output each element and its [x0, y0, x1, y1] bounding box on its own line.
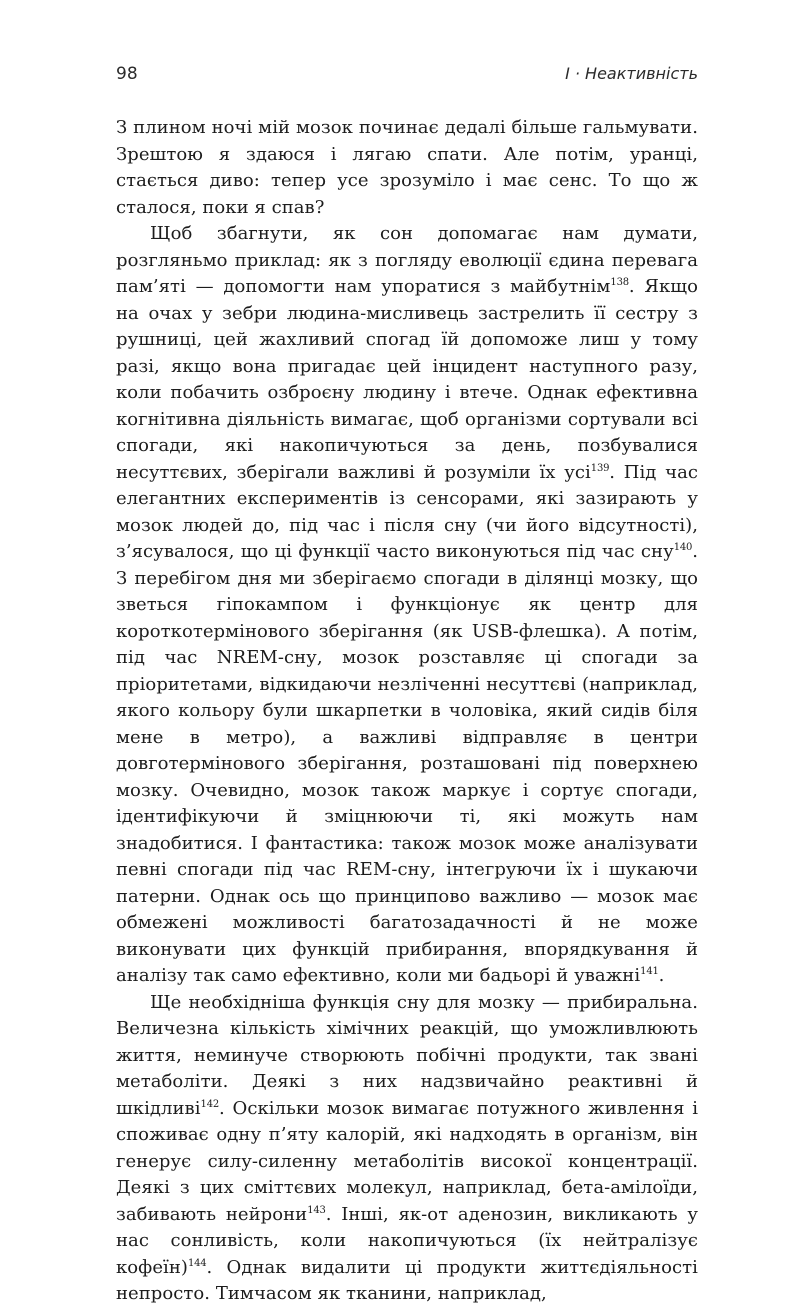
footnote-ref: 143 [307, 1204, 326, 1216]
page-header [116, 64, 698, 92]
text-segment: -флешка). А потім, під час [116, 620, 698, 668]
text-segment: Щоб збагнути, як сон допомагає нам думати, розгляньмо приклад: як з погляду еволюції єдина перевага пам’яті — допомогти нам упоратися з майбутнім [116, 223, 698, 297]
text-segment: . Оскільки мозок вимагає потужного живлення і споживає одну п’яту калорій, які надходять в організм, він генерує силу-силенну метаболітів високої концентрації. Деякі з цих сміттєвих молекул, наприклад, бета-амілоїди, забивають нейрони [116, 1097, 698, 1225]
text-segment: . Якщо на очах у зебри людина-мисливець застрелить її сестру з рушниці, цей жахливий спогад їй допоможе лиш у тому разі, якщо вона пригадає цей інцидент наступного разу, коли побачить озброєну людину і втече. Однак ефективна когнітивна діяльність вимагає, щоб організми сортували всі спогади, які накопичуються за день, позбувалися несуттєвих, зберігали важливі й розуміли їх усі [116, 276, 698, 483]
body-text [116, 115, 698, 1308]
paragraph [116, 221, 698, 990]
footnote-ref: 140 [673, 542, 693, 553]
footnote-ref: 138 [610, 277, 629, 288]
small-caps-term: USB [471, 620, 513, 642]
small-caps-term: NREM [216, 647, 278, 668]
running-head: I · Неактивність [565, 64, 698, 83]
footnote-ref: 144 [187, 1257, 207, 1269]
paragraph [116, 990, 698, 1308]
text-segment: -сну, інтегруючи їх і шукаючи патерни. Однак ось що принципово важливо — мозок має обмежені можливості багатозадачності й не може виконувати цих функцій прибирання, впорядкування й аналізу так само ефективно, коли ми бадьорі й уважні [116, 859, 698, 986]
text-segment: З плином ночі мій мозок починає дедалі більше гальмувати. Зрештою я здаюся і лягаю спати. Але потім, уранці, стається диво: тепер усе зрозуміло і має сенс. То що ж сталося, поки я спав? [116, 117, 698, 218]
text-segment: . Інші, як-от аденозин, викликають у нас сонливість, коли накопичуються (їх нейтралізує кофеїн) [116, 1203, 698, 1278]
text-segment: . Однак видалити ці продукти життєдіяльності непросто. Тимчасом як тканини, наприклад, [116, 1256, 698, 1304]
text-segment: . [658, 965, 665, 986]
text-segment: -сну, мозок розставляє ці спогади за пріоритетами, відкидаючи незліченні несуттєві (наприклад, якого кольору були шкарпетки в чоловіка, який сидів біля мене в метро), а важливі відправляє в центри довготермінового зберігання, розташовані під поверхнею мозку. Очевидно, мозок також маркує і сортує спогади, ідентифікуючи й зміцнюючи ті, які можуть нам знадобитися. І фантастика: також мозок може аналізувати певні спогади під час [116, 647, 698, 880]
text-segment: . Під час елегантних експериментів із сенсорами, які зазирають у мозок людей до, під час і після сну (чи його відсутності), з’ясувалося, що ці функції часто виконуються під час сну [116, 461, 698, 562]
footnote-ref: 142 [200, 1098, 220, 1110]
paragraph [116, 115, 698, 221]
text-segment: . З перебігом дня ми зберігаємо спогади в ділянці мозку, що зветься гіпокампом і функціонує як центр для короткотермінового зберігання (як [116, 541, 698, 642]
page-number: 98 [116, 64, 138, 84]
footnote-ref: 139 [590, 462, 610, 474]
small-caps-term: REM [346, 859, 392, 880]
text-segment: Ще необхідніша функція сну для мозку — прибиральна. Величезна кількість хімічних реакцій, що уможливлюють життя, неминуче створюють побічні продукти, так звані метаболіти. Деякі з них надзвичайно реактивні й шкідливі [116, 991, 698, 1119]
footnote-ref: 141 [640, 966, 659, 977]
